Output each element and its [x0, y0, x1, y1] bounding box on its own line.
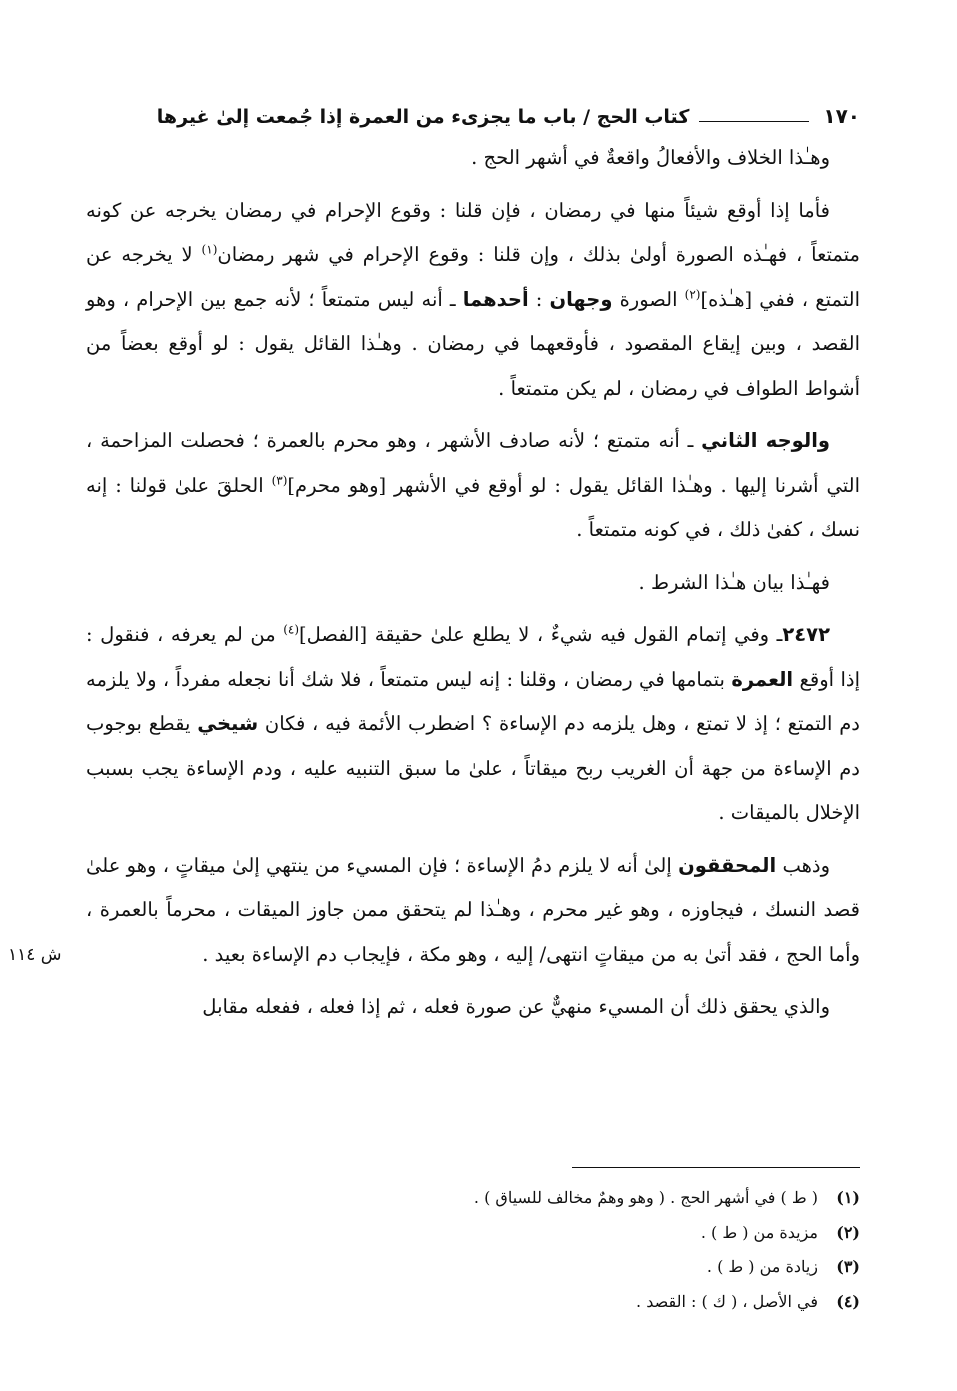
text-run: :: [528, 287, 550, 311]
footnote-number: (٢): [836, 1222, 860, 1242]
footnote-text: مزيدة من ( ط ) .: [700, 1222, 818, 1242]
footnote-rule: [572, 1167, 860, 1168]
paragraph: [86, 419, 860, 553]
bold-term: شيخي: [197, 712, 259, 735]
text-run: من لم يعرفه ، فنقول : إذا أوقع: [86, 623, 860, 691]
bold-term: العمرة: [731, 667, 794, 691]
paragraph: [86, 613, 860, 836]
footnote-ref[interactable]: (٣): [271, 473, 288, 487]
margin-page-note: ش ١١٤: [8, 944, 62, 965]
footnote-item: [86, 1250, 860, 1285]
bold-term: أحدهما: [462, 287, 529, 311]
footnote-ref[interactable]: (٤): [283, 622, 300, 637]
footnote-ref[interactable]: (٢): [684, 287, 701, 301]
paragraph: فهـٰذا بيان هـٰذا الشرط .: [638, 570, 830, 594]
running-title: كتاب الحج / باب ما يجزىء من العمرة إذا جُمعت إلىٰ غيرها: [156, 106, 690, 128]
footnote-number: (٣): [836, 1257, 860, 1276]
footnote-item: [86, 1181, 860, 1216]
section-number: ٢٤٧٢: [782, 623, 830, 646]
footnote-item: [86, 1216, 860, 1251]
bold-term: المحققون: [678, 853, 777, 877]
text-run: بتمامها في رمضان ، وقلنا : إنه ليس متمتعاً ، فلا شك أنا نجعله مفرداً ، ولا يلزمه دم التمتع ؛ إذ لا تمتع ، وهل يلزمه دم الإساءة ؟ اضطرب الأئمة فيه ، فكان: [86, 667, 860, 735]
text-run: الحلقَ علىٰ قولنا : إنه نسك ، كفىٰ ذلك ، في كونه متمتعاً .: [86, 473, 860, 541]
text-run: فأما إذا أوقع شيئاً منها في رمضان ، فإن قلنا : وقوع الإحرام في رمضان يخرجه عن كونه متمتعاً ، فهـٰذه الصورة أولىٰ بذلك ، وإن قلنا : وقوع الإحرام في شهر رمضان: [86, 198, 860, 266]
footnote-item: [86, 1285, 860, 1320]
text-run: وذهب: [776, 853, 830, 877]
text-run: ـ أنه متمتع ؛ لأنه صادف الأشهر ، وهو محرم بالعمرة ؛ فحصلت المزاحمة ، التي أشرنا إليها . وهـٰذا القائل يقول : لو أوقع في الأشهر [وهو محرم]: [86, 429, 860, 497]
book-page: [8, 88, 860, 1358]
footnote-number: (٤): [836, 1291, 860, 1311]
text-run: يقطع بوجوب دم الإساءة من جهة أن الغريب ربح ميقاتاً ، علىٰ ما سبق التنبيه عليه ، ودم الإساءة يجب بسبب الإخلال بالميقات .: [86, 712, 860, 824]
footnote-text: في الأصل ، ( ك ) : القصد .: [636, 1291, 818, 1311]
footnote-text: ( ط ) في أشهر الحج . ( وهو وهمٌ مخالف للسياق ) .: [473, 1188, 818, 1207]
text-run: ـ أنه ليس متمتعاً ؛ لأنه جمع بين الإحرام ، وهو القصد ، وبين إيقاع المقصود ، فأوقعهما في رمضان . وهـٰذا القائل يقول : لو أوقع بعضاً من أشواط الطواف في رمضان ، لم يكن متمتعاً .: [86, 287, 860, 400]
running-header: [86, 88, 860, 128]
footnote-text: زيادة من ( ط ) .: [706, 1257, 818, 1276]
paragraph: وهـٰذا الخلاف والأفعالُ واقعةٌ في أشهر الحج .: [471, 146, 830, 169]
main-text: [8, 136, 860, 1038]
header-rule: [699, 121, 809, 122]
bold-term: وجهان: [549, 287, 613, 311]
footnote-ref[interactable]: (١): [201, 242, 218, 257]
footnote-number: (١): [836, 1188, 860, 1207]
bold-term: والوجه الثاني: [701, 429, 831, 452]
page-number: ١٧٠: [823, 104, 860, 128]
paragraph: [8, 844, 860, 978]
text-run: لا يخرجه عن التمتع ، ففي [هـٰذه]: [86, 243, 860, 311]
text-run: ـ وفي إتمام القول فيه شيءٌ ، لا يطلع علىٰ حقيقة [الفصل]: [299, 623, 783, 646]
footnotes: [86, 1181, 860, 1319]
paragraph: والذي يحقق ذلك أن المسيء منهيٌّ عن صورة فعله ، ثم إذا فعله ، ففعله مقابل: [202, 995, 830, 1018]
paragraph: [86, 189, 860, 412]
text-run: الصورة: [612, 287, 685, 311]
text-run: إلىٰ أنه لا يلزم دمُ الإساءة ؛ فإن المسيء من ينتهي إلىٰ ميقاتٍ ، وهو علىٰ قصد النسك ، فيجاوزه ، وهو غير محرم ، وهـٰذا لم يتحقق ممن جاوز الميقات ، محرماً بالعمرة ، وأما الحج ، فقد أتىٰ به من ميقاتٍ انتهى/ إليه ، وهو مكة ، فإيجاب دم الإساءة بعيد .: [86, 853, 860, 966]
